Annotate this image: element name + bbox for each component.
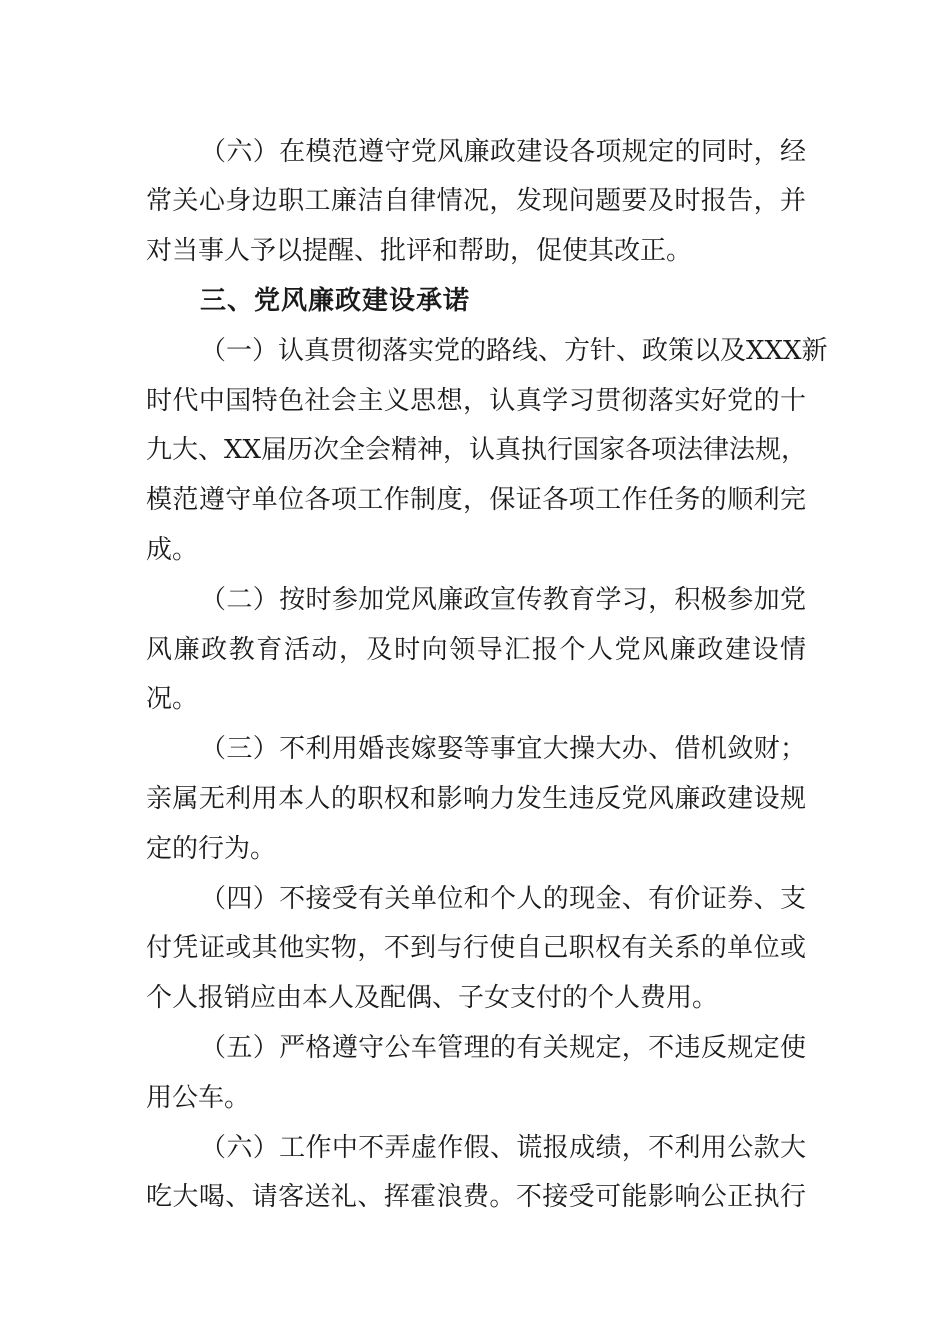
paragraph-line: 用公车。 [146,1083,251,1113]
paragraph-line: 吃大喝、请客送礼、挥霍浪费。不接受可能影响公正执行 [146,1182,806,1212]
paragraph-line: （一）认真贯彻落实党的路线、方针、政策以及XXX新 [200,336,828,366]
paragraph-line: 模范遵守单位各项工作制度，保证各项工作任务的顺利完 [146,485,806,515]
paragraph-line: （三）不利用婚丧嫁娶等事宜大操大办、借机敛财； [200,734,806,764]
paragraph-line: 个人报销应由本人及配偶、子女支付的个人费用。 [146,983,719,1013]
section-heading: 三、党风廉政建设承诺 [200,286,471,316]
paragraph-line: （四）不接受有关单位和个人的现金、有价证券、支 [200,884,806,914]
paragraph-line: 对当事人予以提醒、批评和帮助，促使其改正。 [146,236,693,266]
paragraph-line: 九大、XX届历次全会精神，认真执行国家各项法律法规， [146,435,808,465]
paragraph-line: （五）严格遵守公车管理的有关规定，不违反规定使 [200,1033,806,1063]
paragraph-line: 常关心身边职工廉洁自律情况，发现问题要及时报告，并 [146,186,806,216]
paragraph-line: （六）在模范遵守党风廉政建设各项规定的同时，经 [200,137,806,167]
paragraph-line: 时代中国特色社会主义思想，认真学习贯彻落实好党的十 [146,386,806,416]
paragraph-line: 况。 [146,684,199,714]
paragraph-line: （二）按时参加党风廉政宣传教育学习，积极参加党 [200,585,806,615]
paragraph-line: 付凭证或其他实物，不到与行使自己职权有关系的单位或 [146,933,806,963]
paragraph-line: （六）工作中不弄虚作假、谎报成绩，不利用公款大 [200,1133,806,1163]
paragraph-line: 成。 [146,535,199,565]
paragraph-line: 亲属无利用本人的职权和影响力发生违反党风廉政建设规 [146,784,806,814]
paragraph-line: 定的行为。 [146,834,277,864]
paragraph-line: 风廉政教育活动，及时向领导汇报个人党风廉政建设情 [146,635,806,665]
